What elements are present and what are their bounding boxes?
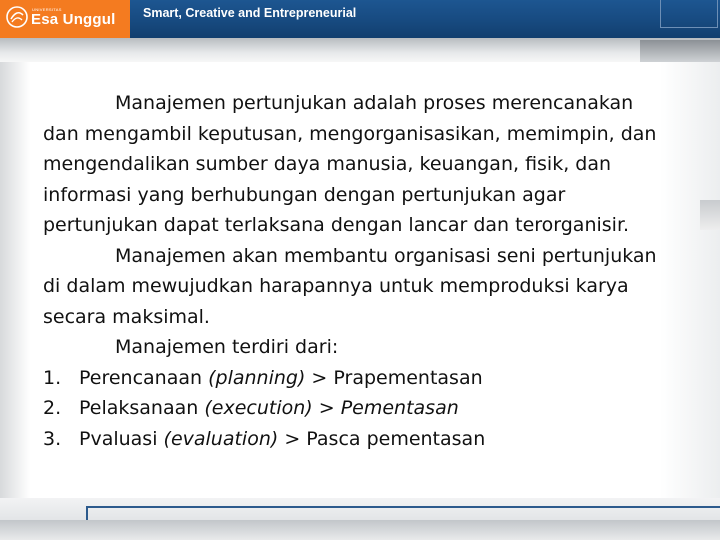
list-italic-text: (execution) > Pementasan [204, 397, 459, 419]
header-ribbon-accent [640, 40, 720, 62]
left-shading [0, 62, 30, 502]
list-italic-text: (evaluation) [163, 427, 279, 450]
logo-caption: UNIVERSITAS [32, 7, 62, 12]
text-line-content: Manajemen akan membantu organisasi seni pertunjukan [115, 244, 657, 267]
logo-name: Esa Unggul [31, 11, 116, 28]
list-item [43, 363, 683, 394]
text-line-content: Manajemen terdiri dari: [115, 336, 339, 358]
paragraph-2 [43, 241, 683, 333]
list-number: 1. [43, 366, 62, 389]
slide-body [43, 88, 683, 454]
text-line: dan mengambil keputusan, mengorganisasikan, memimpin, dan [43, 122, 657, 145]
list-number: 2. [43, 397, 62, 419]
text-line: informasi yang berhubungan dengan pertunjukan agar [43, 183, 566, 206]
list-italic-text: (planning) [208, 366, 306, 389]
text-line: mengendalikan sumber daya manusia, keuangan, fisik, dan [43, 153, 612, 175]
list-text-suffix: > Pasca pementasan [278, 427, 486, 450]
text-line [43, 241, 683, 272]
list-text-suffix: > Prapementasan [305, 366, 483, 389]
text-line: di dalam mewujudkan harapannya untuk memproduksi karya [43, 275, 629, 297]
list-item [43, 424, 683, 455]
management-stages-list [43, 363, 683, 455]
header-decorative-tab [660, 0, 718, 28]
right-accent-strip [700, 200, 720, 230]
text-line: pertunjukan dapat terlaksana dengan lancar dan terorganisir. [43, 214, 630, 236]
header-ribbon [0, 38, 720, 62]
list-text: Pvaluasi [79, 427, 164, 450]
list-text: Perencanaan [79, 366, 209, 389]
header-tagline: Smart, Creative and Entrepreneurial [143, 6, 357, 20]
text-line [43, 88, 683, 119]
text-line-content: Manajemen pertunjukan adalah proses merencanakan [115, 92, 634, 114]
header-bar [0, 0, 720, 38]
paragraph-3 [43, 332, 683, 363]
text-line [43, 332, 683, 363]
list-number: 3. [43, 427, 62, 450]
logo [0, 0, 130, 38]
footer-strip [0, 520, 720, 540]
list-item [43, 393, 683, 424]
university-logo-icon [6, 6, 28, 28]
paragraph-1 [43, 88, 683, 241]
text-line: secara maksimal. [43, 305, 210, 328]
list-text: Pelaksanaan [79, 397, 205, 419]
